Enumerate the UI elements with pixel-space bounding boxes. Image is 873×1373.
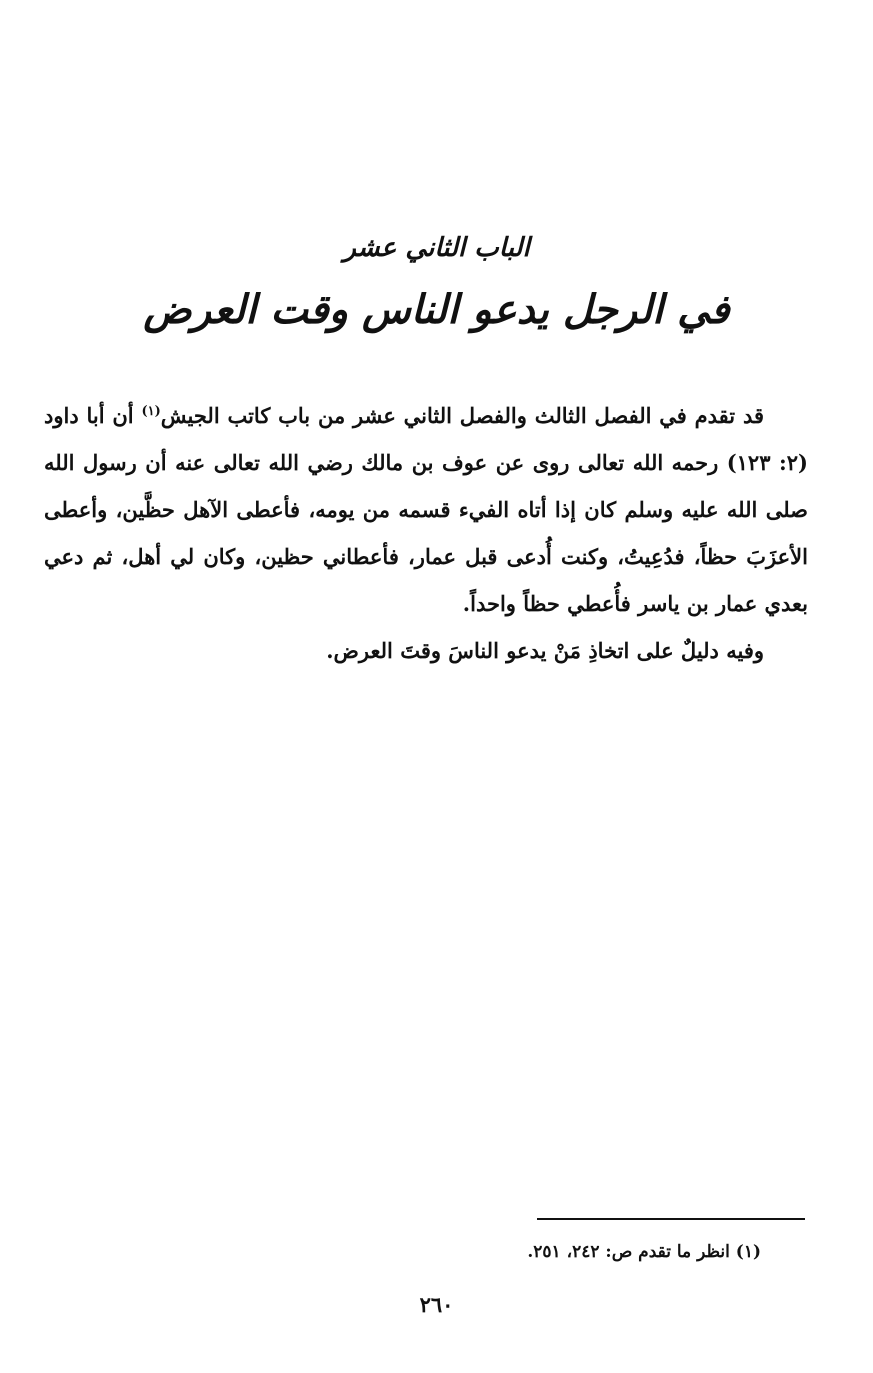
paragraph-2: وفيه دليلٌ على اتخاذِ مَنْ يدعو الناسَ وقتَ العرض.	[326, 638, 764, 663]
footnote-reference: (١)	[141, 404, 161, 419]
paragraph-1-start: قد تقدم في الفصل الثالث والفصل الثاني عشر من باب كاتب الجيش	[160, 403, 764, 428]
paragraph-1-rest: أن أبا داود (٢: ١٢٣) رحمه الله تعالى روى عن عوف بن مالك رضي الله تعالى عنه أن رسول الله صلى الله عليه وسلم كان إذا أتاه الفيء قسمه من يومه، فأعطى الآهل حظَّين، وأعطى الأعزَبَ حظاً، فدُعِيتُ، وكنت أُدعى قبل عمار، فأعطاني حظين، وكان لي أهل، ثم دعي بعدي عمار بن ياسر فأُعطي حظاً واحداً.	[44, 403, 808, 616]
chapter-label: الباب الثاني عشر	[343, 233, 530, 263]
paragraph-1	[44, 392, 808, 627]
page-number: ٢٦٠	[419, 1292, 454, 1317]
chapter-title: في الرجل يدعو الناس وقت العرض	[143, 286, 730, 333]
body-text	[44, 392, 808, 674]
footnote-divider	[537, 1218, 805, 1220]
footnote: (١) انظر ما تقدم ص: ٢٤٢، ٢٥١.	[527, 1242, 761, 1262]
